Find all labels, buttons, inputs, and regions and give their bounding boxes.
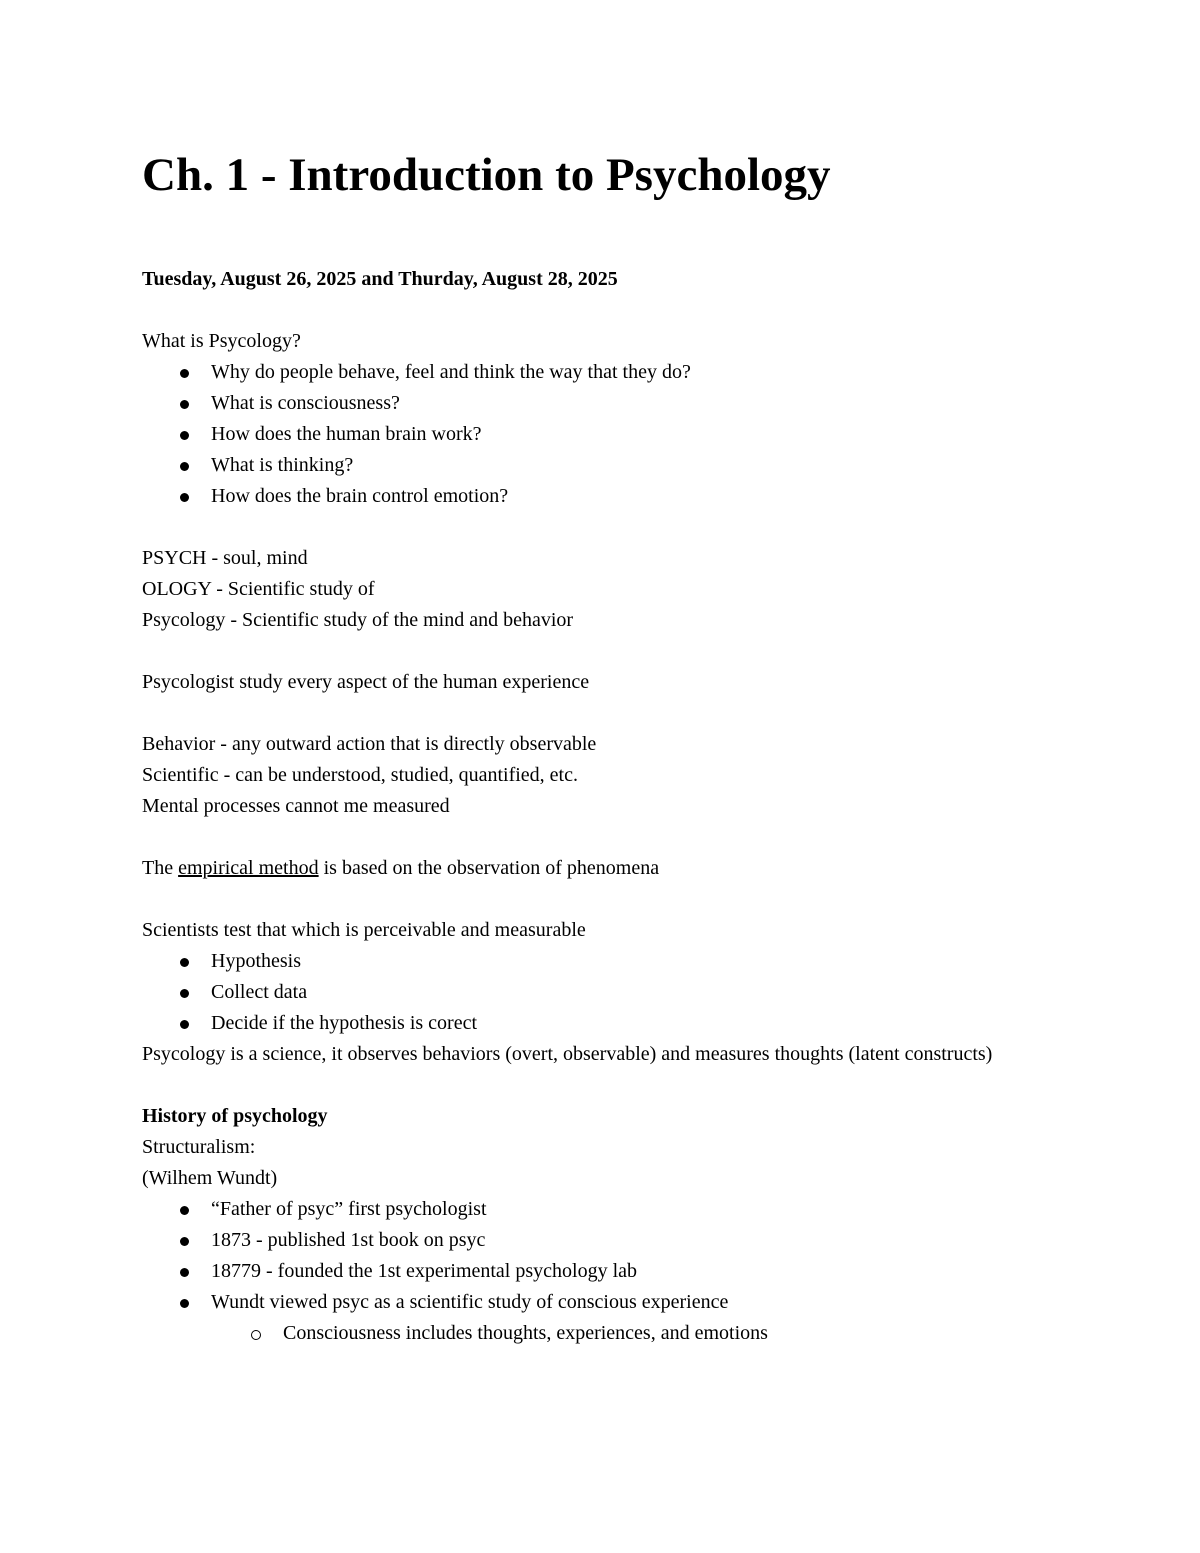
definition-psycology: Psycology - Scientific study of the mind and behavior: [142, 609, 574, 631]
concept-mental-processes: Mental processes cannot me measured: [142, 795, 450, 817]
document-body: [142, 264, 1062, 1349]
history-heading: History of psychology: [142, 1105, 328, 1127]
list-item: 1873 - published 1st book on psyc: [142, 1225, 1062, 1256]
history-person: (Wilhem Wundt): [142, 1167, 278, 1189]
spacer: [142, 512, 1062, 543]
spacer: [142, 822, 1062, 853]
list-item: Why do people behave, feel and think the way that they do?: [142, 357, 1062, 388]
scientists-list: [142, 946, 1062, 1039]
science-conclusion: Psycology is a science, it observes behaviors (overt, observable) and measures thoughts (latent constructs): [142, 1043, 993, 1065]
concept-scientific: Scientific - can be understood, studied, quantified, etc.: [142, 764, 578, 786]
spacer: [142, 636, 1062, 667]
list-item: How does the human brain work?: [142, 419, 1062, 450]
list-item: What is consciousness?: [142, 388, 1062, 419]
history-school: Structuralism:: [142, 1136, 256, 1158]
list-item: What is thinking?: [142, 450, 1062, 481]
concept-behavior: Behavior - any outward action that is directly observable: [142, 733, 597, 755]
scientists-heading: Scientists test that which is perceivable and measurable: [142, 919, 586, 941]
definition-psych: PSYCH - soul, mind: [142, 547, 308, 569]
spacer: [142, 295, 1062, 326]
what-is-list: [142, 357, 1062, 512]
definition-ology: OLOGY - Scientific study of: [142, 578, 375, 600]
list-item: Collect data: [142, 977, 1062, 1008]
history-sub-list: [142, 1318, 1062, 1349]
sub-list-item: Consciousness includes thoughts, experiences, and emotions: [142, 1318, 1062, 1349]
history-list: [142, 1194, 1062, 1318]
spacer: [142, 698, 1062, 729]
empirical-term: empirical method: [178, 857, 319, 879]
empirical-line: [142, 853, 1062, 884]
date-heading: Tuesday, August 26, 2025 and Thurday, August 28, 2025: [142, 268, 618, 290]
page-title: Ch. 1 - Introduction to Psychology: [142, 149, 831, 201]
list-item: How does the brain control emotion?: [142, 481, 1062, 512]
aspect-line: Psycologist study every aspect of the human experience: [142, 671, 590, 693]
spacer: [142, 884, 1062, 915]
empirical-before: The: [142, 857, 179, 879]
empirical-after: is based on the observation of phenomena: [318, 857, 660, 879]
list-item: Decide if the hypothesis is corect: [142, 1008, 1062, 1039]
list-item: Wundt viewed psyc as a scientific study of conscious experience: [142, 1287, 1062, 1318]
spacer: [142, 1070, 1062, 1101]
list-item: 18779 - founded the 1st experimental psychology lab: [142, 1256, 1062, 1287]
list-item: Hypothesis: [142, 946, 1062, 977]
list-item: “Father of psyc” first psychologist: [142, 1194, 1062, 1225]
what-is-heading: What is Psycology?: [142, 330, 301, 352]
